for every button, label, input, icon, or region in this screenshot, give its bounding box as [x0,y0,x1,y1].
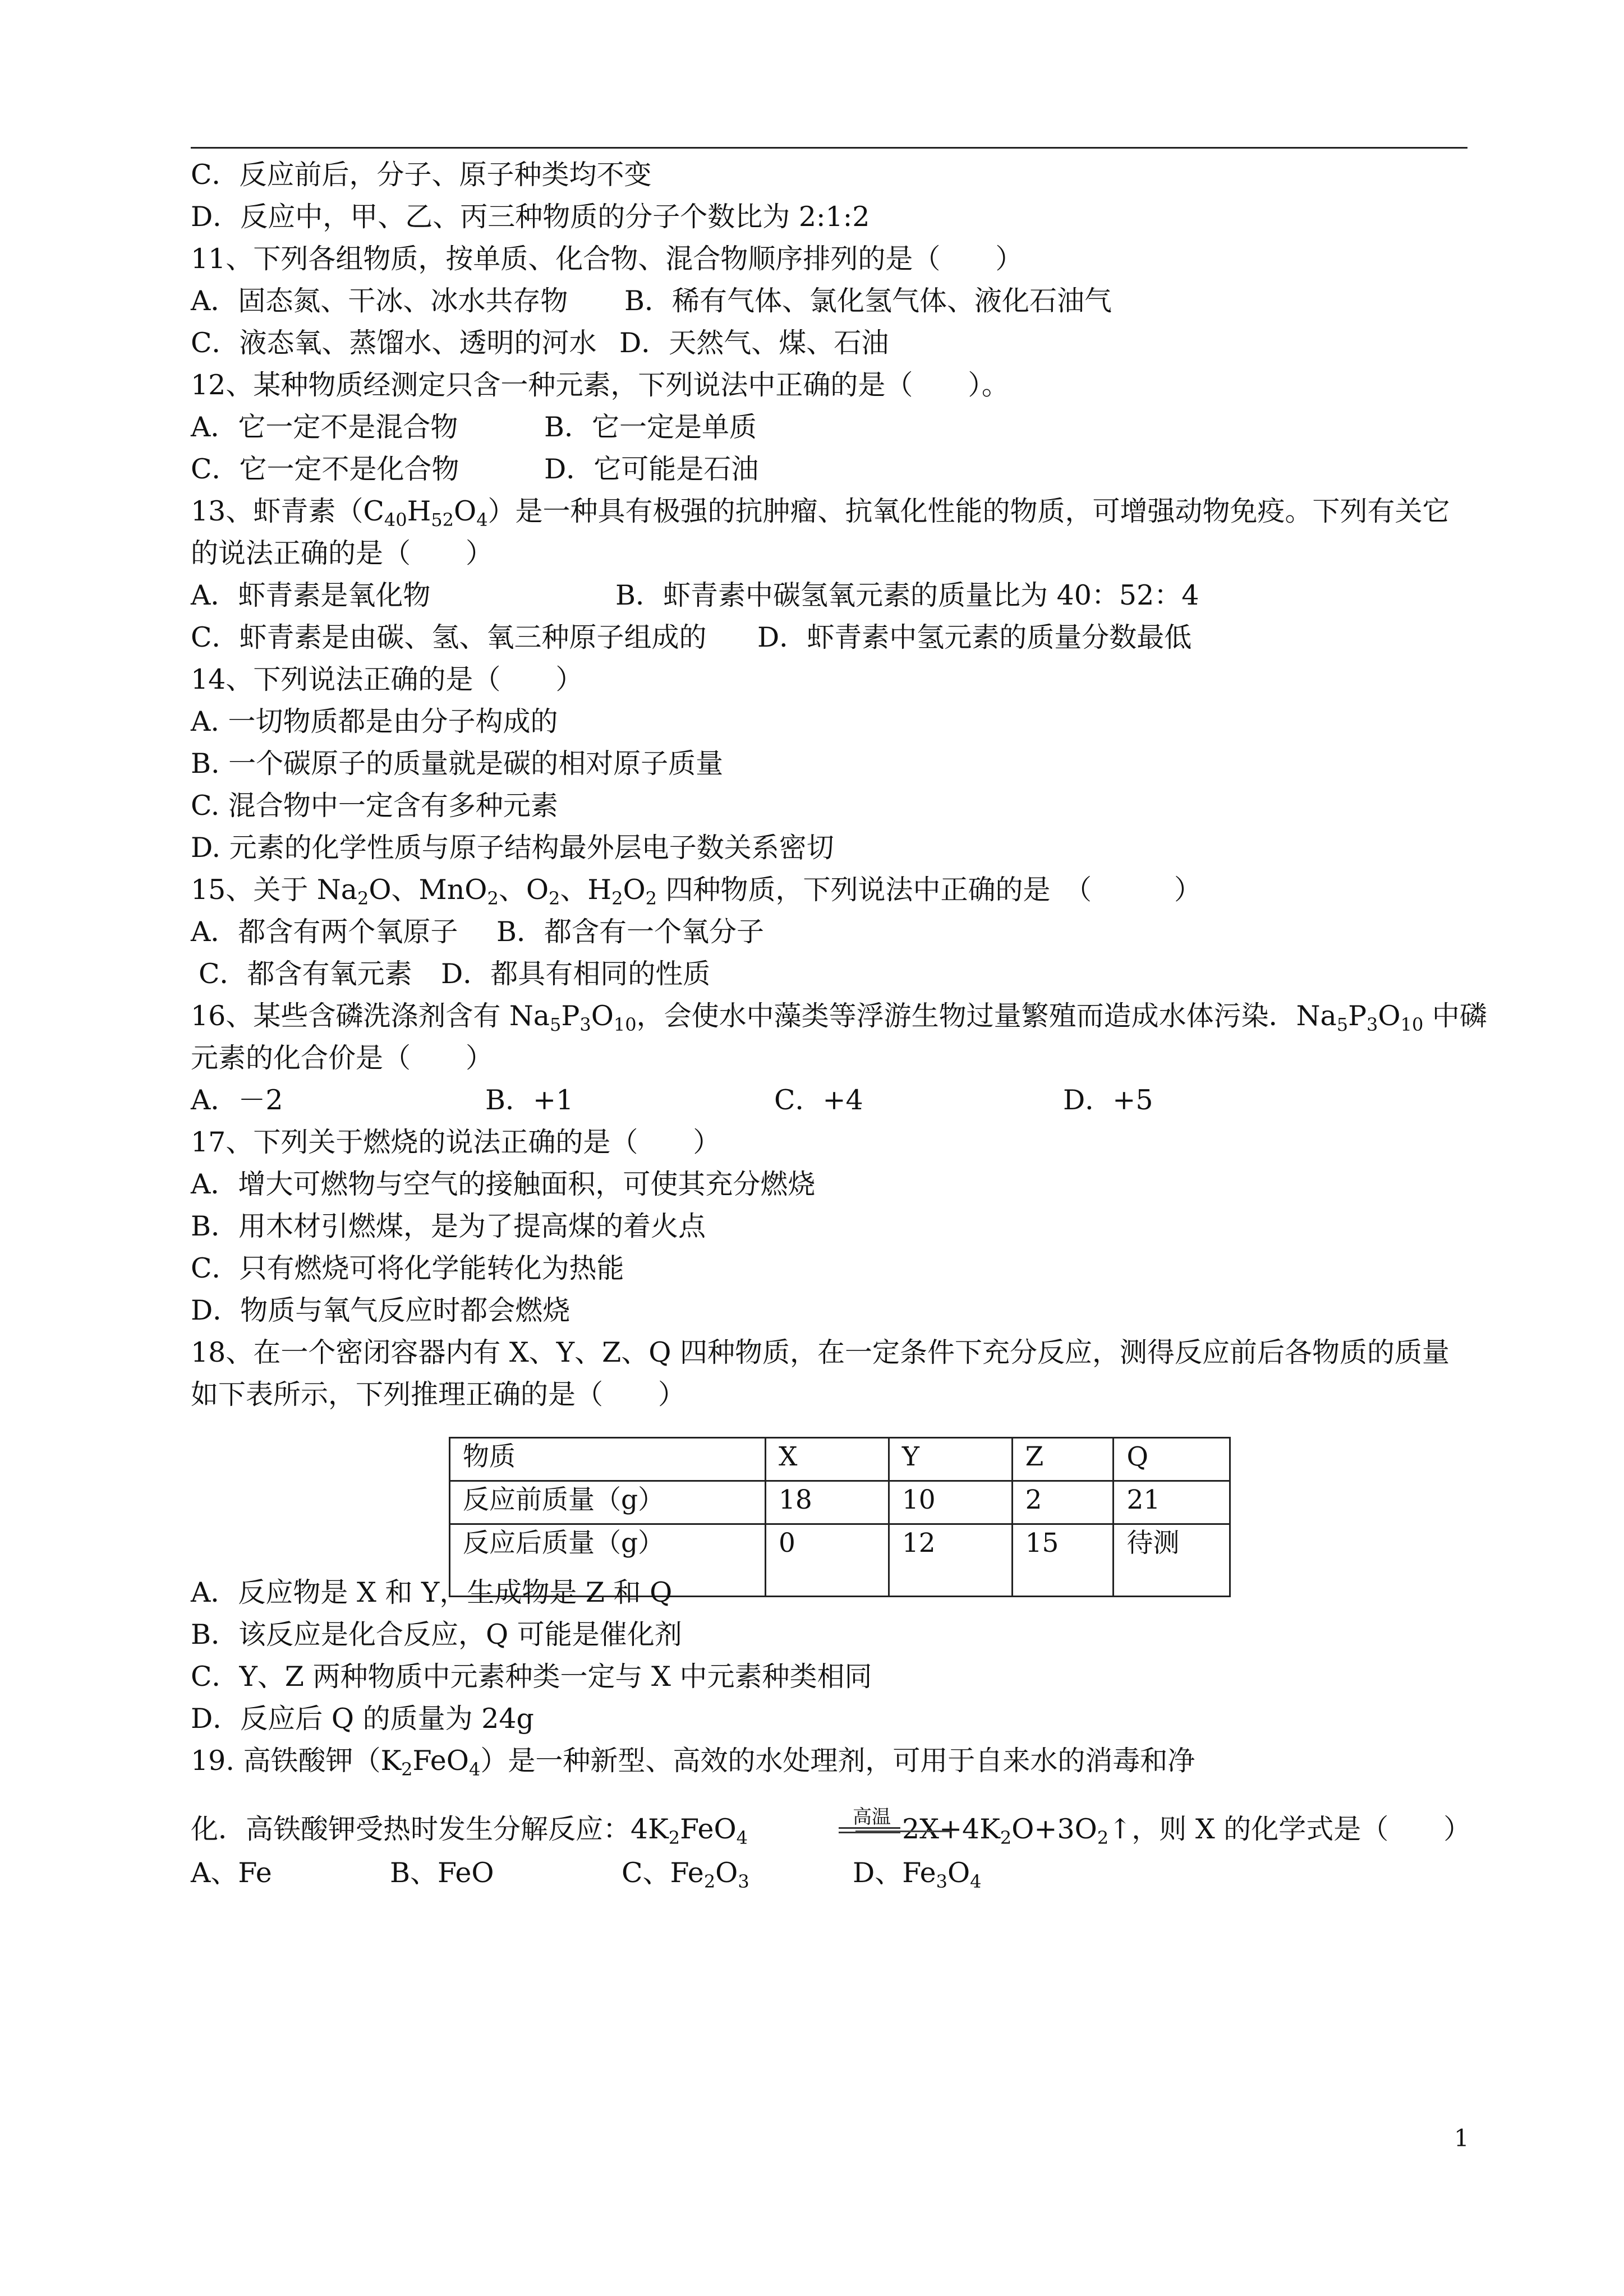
table-header-cell: Z [1012,1438,1114,1481]
q10-option-d: D．反应中，甲、乙、丙三种物质的分子个数比为 2:1:2 [191,201,870,233]
q16-stem-line1: 16、某些含磷洗涤剂含有 $Na_5P_3O_{10}$，会使水中藻类等浮游生物过量繁殖而造成水体污染．$Na_5P_3O_{10}$ 中磷 [191,1000,1487,1035]
q11-option-c: C．液态氧、蒸馏水、透明的河水 [191,327,597,359]
q17-option-b: B．用木材引燃煤，是为了提高煤的着火点 [191,1210,706,1242]
q18-option-a: A．反应物是 X 和 Y，生成物是 Z 和 Q [191,1576,673,1608]
table-cell: 反应后质量（g） [450,1524,766,1597]
equation-right: $2X+4K_2O+3O_2↑$，则 X 的化学式是（ ） [902,1813,1471,1848]
equation-bar [839,1827,900,1829]
table-cell: 0 [765,1524,889,1597]
q17-option-d: D．物质与氧气反应时都会燃烧 [191,1294,571,1326]
q19-option-c: C、$Fe_2O_3$ [622,1857,749,1892]
reaction-condition: 高温 [853,1806,891,1828]
q17-option-c: C．只有燃烧可将化学能转化为热能 [191,1252,624,1284]
q11-option-a: A．固态氮、干冰、冰水共存物 [191,285,568,317]
q19-option-d: D、$Fe_3O_4$ [853,1857,982,1892]
q15-stem: 15、关于 $Na_2O$、MnO$_2$、$O_2$、$H_2O_2$ 四种物质，下列说法中正确的是 （ ） [191,874,1202,909]
q14-option-a: A. 一切物质都是由分子构成的 [191,706,558,737]
q12-option-c: C．它一定不是化合物 [191,453,459,485]
strikethrough-line [855,1831,951,1832]
q12-stem: 12、某种物质经测定只含一种元素，下列说法中正确的是（ ）。 [191,369,1009,401]
q16-stem-line2: 元素的化合价是（ ） [191,1042,494,1074]
q11-stem: 11、下列各组物质，按单质、化合物、混合物顺序排列的是（ ） [191,243,1023,275]
table-cell: 15 [1012,1524,1114,1597]
q19-option-a: A、Fe [191,1857,272,1889]
q18-option-c: C．Y、Z 两种物质中元素种类一定与 X 中元素种类相同 [191,1661,872,1693]
q13-stem-line2: 的说法正确的是（ ） [191,537,494,569]
table-row [450,1481,1230,1524]
q15-option-b: B．都含有一个氧分子 [496,916,765,948]
q18-stem-line2: 如下表所示，下列推理正确的是（ ） [191,1378,686,1410]
q11-option-d: D．天然气、煤、石油 [619,327,889,359]
table-header-row [450,1438,1230,1481]
q12-option-d: D．它可能是石油 [544,453,759,485]
q17-stem: 17、下列关于燃烧的说法正确的是（ ） [191,1126,721,1158]
q14-option-b: B. 一个碳原子的质量就是碳的相对原子质量 [191,748,724,780]
q14-option-d: D. 元素的化学性质与原子结构最外层电子数关系密切 [191,832,834,864]
q13-option-b: B．虾青素中碳氢氧元素的质量比为 40：52：4 [615,579,1199,611]
q12-option-b: B．它一定是单质 [544,411,757,443]
q14-stem: 14、下列说法正确的是（ ） [191,663,583,695]
q10-option-c: C．反应前后，分子、原子种类均不变 [191,159,652,191]
q15-option-c: C．都含有氧元素 [199,958,412,990]
header-rule [191,147,1467,149]
table-header-cell: 物质 [450,1438,766,1481]
table-cell: 反应前质量（g） [450,1481,766,1524]
mass-table [449,1437,1231,1597]
q18-option-b: B．该反应是化合反应，Q 可能是催化剂 [191,1619,682,1650]
q18-stem-line1: 18、在一个密闭容器内有 X、Y、Z、Q 四种物质，在一定条件下充分反应，测得反应前后各物质的质量 [191,1336,1450,1368]
q12-option-a: A．它一定不是混合物 [191,411,458,443]
product-x: 2X [902,1813,940,1845]
q14-option-c: C. 混合物中一定含有多种元素 [191,790,558,822]
q13-option-d: D．虾青素中氢元素的质量分数最低 [757,621,1192,653]
q13-option-c: C．虾青素是由碳、氢、氧三种原子组成的 [191,621,707,653]
q13-stem-line1: 13、虾青素$(C_{40}H_{52}O_4)$是一种具有极强的抗肿瘤、抗氧化性能的物质，可增强动物免疫。下列有关它 [191,495,1450,531]
q15-option-d: D．都具有相同的性质 [441,958,711,990]
table-header-cell: Y [889,1438,1012,1481]
table-cell: 待测 [1114,1524,1230,1597]
table-header-cell: Q [1114,1438,1230,1481]
q16-option-a: A．－2 [191,1084,283,1116]
page-number: 1 [1454,2124,1469,2152]
q13-option-a: A．虾青素是氧化物 [191,579,431,611]
q16-option-c: C．+4 [774,1084,863,1116]
q16-option-b: B．+1 [485,1084,574,1116]
q19-option-b: B、FeO [390,1857,494,1889]
table-cell: 2 [1012,1481,1114,1524]
table-cell: 21 [1114,1481,1230,1524]
q17-option-a: A．增大可燃物与空气的接触面积，可使其充分燃烧 [191,1168,816,1200]
table-cell: 18 [765,1481,889,1524]
q18-option-d: D．反应后 Q 的质量为 24g [191,1703,534,1735]
table-header-cell: X [765,1438,889,1481]
q16-option-d: D．+5 [1063,1084,1153,1116]
table-cell: 12 [889,1524,1012,1597]
q11-option-b: B．稀有气体、氯化氢气体、液化石油气 [624,285,1112,317]
equation-left: 化．高铁酸钾受热时发生分解反应：$4K_2FeO_4$ [191,1813,748,1848]
q19-stem-line1: 19. 高铁酸钾$(K_2FeO_4)$是一种新型、高效的水处理剂，可用于自来水的消毒和净 [191,1745,1195,1780]
q15-option-a: A．都含有两个氧原子 [191,916,458,948]
table-cell: 10 [889,1481,1012,1524]
